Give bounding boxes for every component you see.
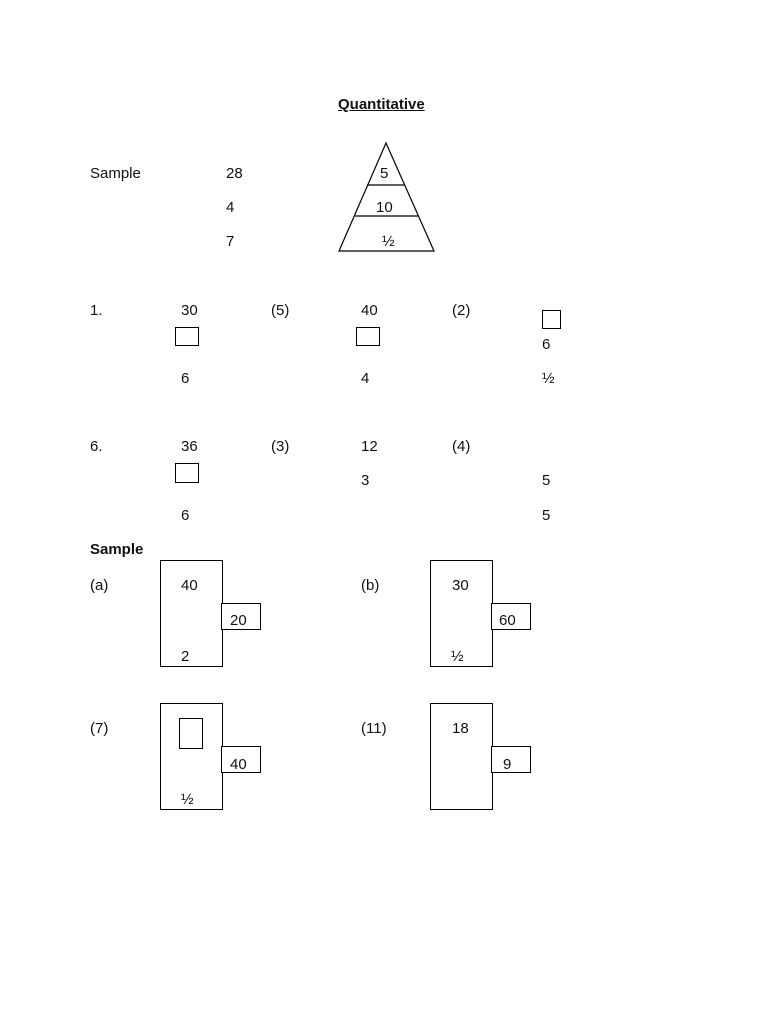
q1-col2-top: 40 [361, 302, 378, 319]
q6-col1-bottom: 6 [181, 507, 190, 524]
triangle-middle-value: 10 [376, 199, 393, 216]
sample-number-2: 4 [226, 199, 235, 216]
q1-col2-bottom: 4 [361, 370, 370, 387]
sample-number-3: 7 [226, 233, 235, 250]
question-11-top: 18 [452, 720, 469, 737]
question-11-side: 9 [503, 756, 512, 773]
q1-col3-answer-box[interactable] [542, 310, 561, 329]
sample-a-side: 20 [230, 612, 247, 629]
sample-b-top: 30 [452, 577, 469, 594]
sample-b-side: 60 [499, 612, 516, 629]
q1-col1-answer-box[interactable] [175, 327, 199, 346]
q6-paren-1: (3) [271, 438, 290, 455]
question-6-label: 6. [90, 438, 103, 455]
sample-number-1: 28 [226, 165, 243, 182]
q6-col3-bottom: 5 [542, 507, 551, 524]
q1-col1-top: 30 [181, 302, 198, 319]
sample-label: Sample [90, 165, 141, 182]
question-7-bottom: ½ [181, 791, 194, 808]
q6-col2-mid: 3 [361, 472, 370, 489]
question-7-side: 40 [230, 756, 247, 773]
question-11-label: (11) [361, 720, 387, 737]
q1-paren-1: (5) [271, 302, 290, 319]
q1-col1-bottom: 6 [181, 370, 190, 387]
triangle-bottom-value: ½ [382, 233, 395, 250]
sample-b-bottom: ½ [451, 648, 464, 665]
q1-col3-mid: 6 [542, 336, 551, 353]
page-title: Quantitative [338, 96, 425, 113]
triangle-top-value: 5 [380, 165, 389, 182]
sample-2-label: Sample [90, 541, 144, 558]
sample-a-label: (a) [90, 577, 109, 594]
q6-col1-top: 36 [181, 438, 198, 455]
q6-col3-mid: 5 [542, 472, 551, 489]
q1-col2-answer-box[interactable] [356, 327, 380, 346]
q6-paren-2: (4) [452, 438, 471, 455]
question-7-answer-box[interactable] [179, 718, 203, 749]
question-7-label: (7) [90, 720, 109, 737]
q6-col2-top: 12 [361, 438, 378, 455]
q1-paren-2: (2) [452, 302, 471, 319]
sample-a-top: 40 [181, 577, 198, 594]
q1-col3-bottom: ½ [542, 370, 555, 387]
question-1-label: 1. [90, 302, 103, 319]
q6-col1-answer-box[interactable] [175, 463, 199, 483]
sample-b-label: (b) [361, 577, 380, 594]
sample-a-bottom: 2 [181, 648, 190, 665]
